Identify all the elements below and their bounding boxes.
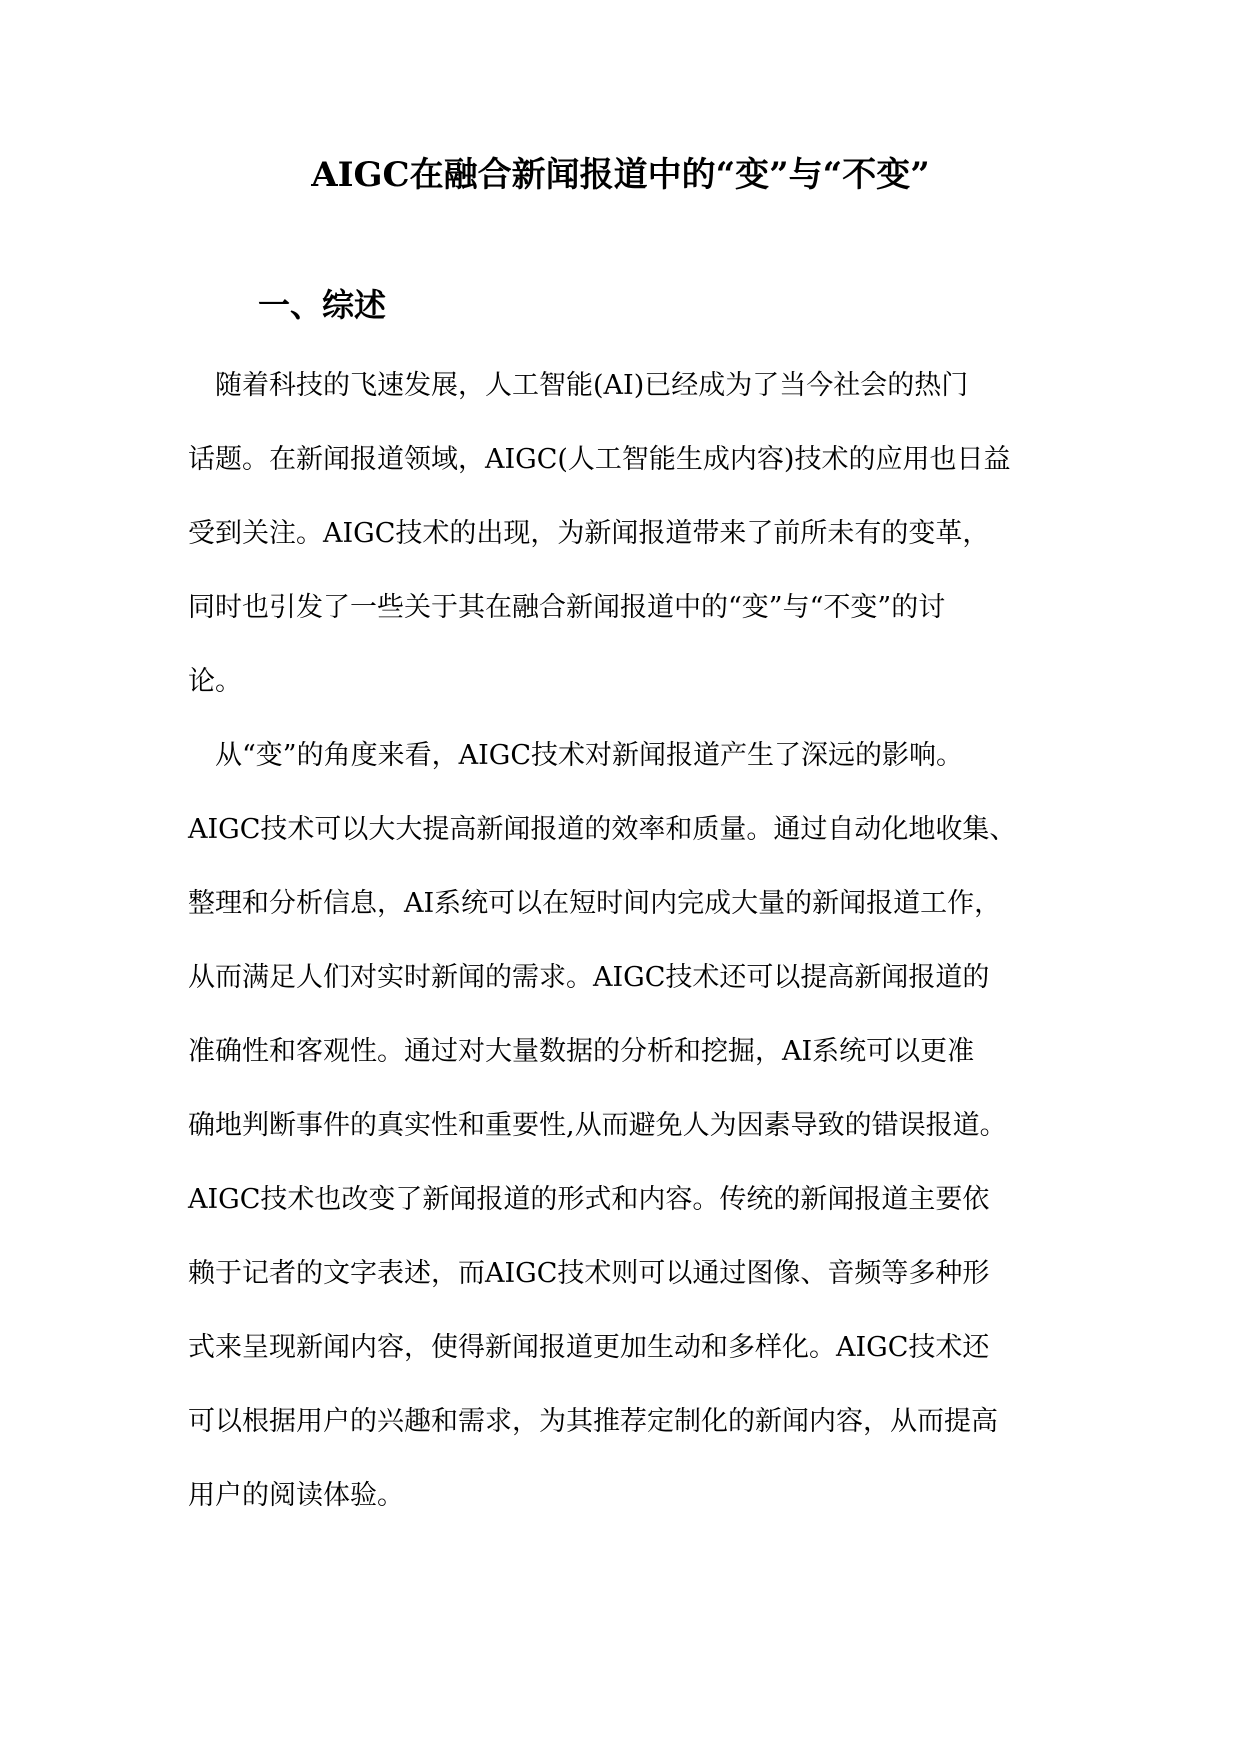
body-line: 式来呈现新闻内容，使得新闻报道更加生动和多样化。AIGC技术还 — [188, 1332, 990, 1363]
body-line: 可以根据用户的兴趣和需求，为其推荐定制化的新闻内容，从而提高 — [188, 1406, 998, 1437]
body-line: 准确性和客观性。通过对大量数据的分析和挖掘，AI系统可以更准 — [188, 1036, 975, 1067]
body-line: 随着科技的飞速发展，人工智能(AI)已经成为了当今社会的热门 — [188, 370, 969, 401]
body-line: 受到关注。AIGC技术的出现，为新闻报道带来了前所未有的变革， — [188, 518, 990, 549]
body-line: 用户的阅读体验。 — [188, 1480, 404, 1511]
document-title: AIGC在融合新闻报道中的“变”与“不变” — [311, 155, 930, 195]
body-line: 从“变”的角度来看，AIGC技术对新闻报道产生了深远的影响。 — [188, 740, 963, 771]
body-line: 话题。在新闻报道领域，AIGC(人工智能生成内容)技术的应用也日益 — [188, 444, 1011, 475]
section-heading: 一、综述 — [258, 286, 387, 324]
body-line: 赖于记者的文字表述，而AIGC技术则可以通过图像、音频等多种形 — [188, 1258, 990, 1289]
body-line: 从而满足人们对实时新闻的需求。AIGC技术还可以提高新闻报道的 — [188, 962, 990, 993]
body-line: 整理和分析信息，AI系统可以在短时间内完成大量的新闻报道工作， — [188, 888, 1002, 919]
body-line: AIGC技术也改变了新闻报道的形式和内容。传统的新闻报道主要依 — [188, 1184, 990, 1215]
body-line: 同时也引发了一些关于其在融合新闻报道中的“变”与“不变”的讨 — [188, 592, 946, 623]
body-line: 论。 — [188, 666, 242, 697]
body-line: 确地判断事件的真实性和重要性,从而避免人为因素导致的错误报道。 — [188, 1110, 1007, 1141]
body-line: AIGC技术可以大大提高新闻报道的效率和质量。通过自动化地收集、 — [188, 814, 1017, 845]
